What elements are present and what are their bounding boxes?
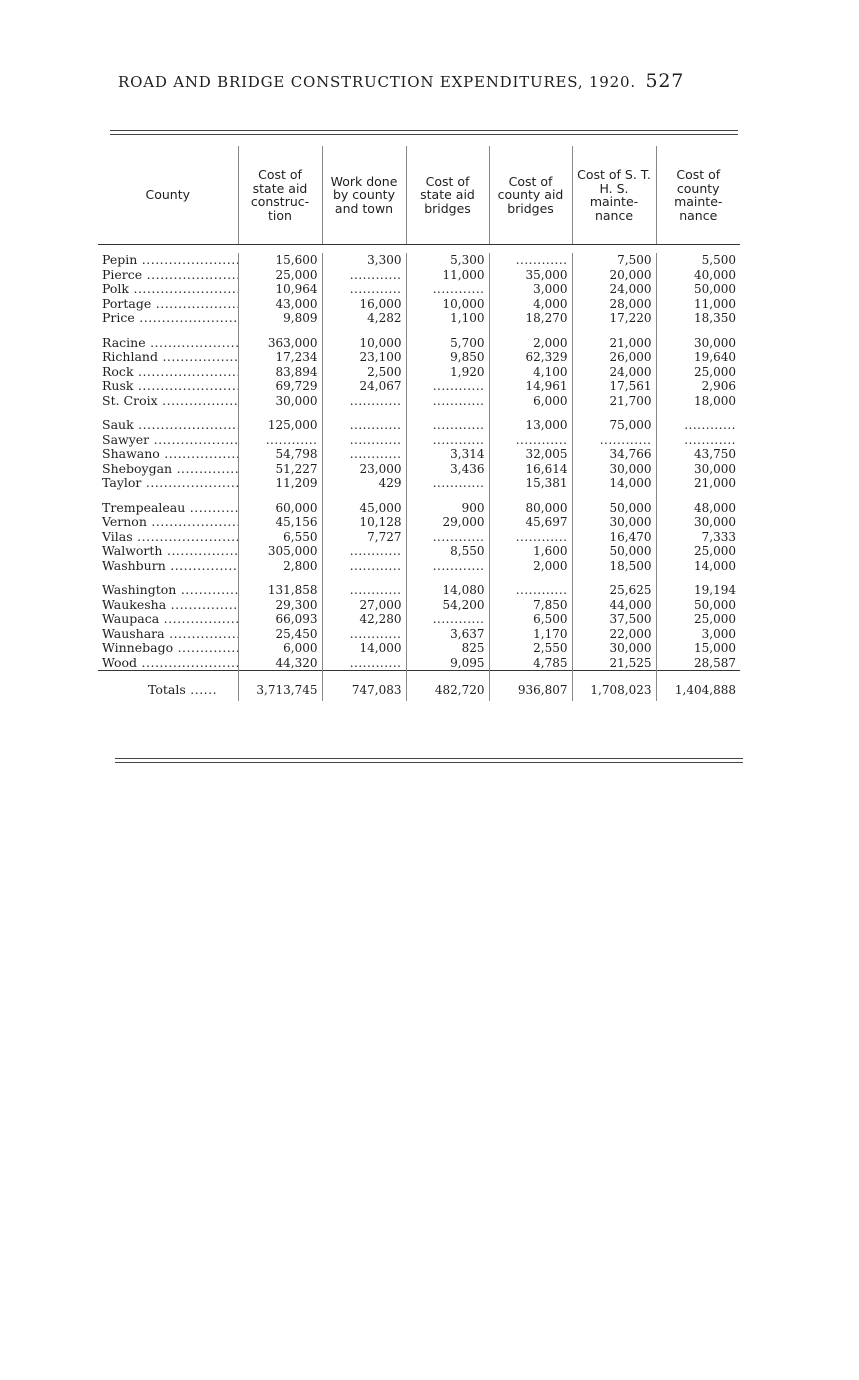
table-cell — [656, 433, 740, 448]
county-name: Racine ..... — [98, 336, 238, 351]
table-cell — [489, 253, 572, 268]
table-cell: 23,000 — [322, 462, 406, 477]
table-row — [98, 583, 740, 598]
table-body — [98, 245, 740, 702]
table-cell: 69,729 — [238, 379, 322, 394]
table-cell: 25,625 — [572, 583, 656, 598]
table-cell: 28,000 — [572, 297, 656, 312]
table-cell: 14,961 — [489, 379, 572, 394]
group-spacer — [98, 326, 740, 336]
county-name: Sheboygan ..... — [98, 462, 238, 477]
table-row — [98, 612, 740, 627]
table-cell: 6,550 — [238, 530, 322, 545]
table-row — [98, 559, 740, 574]
table-cell: 14,000 — [656, 559, 740, 574]
table-cell: 30,000 — [656, 462, 740, 477]
table-cell: 21,000 — [572, 336, 656, 351]
column-header-4: Cost of county aid bridges — [489, 146, 572, 245]
county-name: Walworth ..... — [98, 544, 238, 559]
table-cell: 34,766 — [572, 447, 656, 462]
table-cell: 1,170 — [489, 627, 572, 642]
table-cell — [406, 433, 489, 448]
table-cell: 30,000 — [656, 515, 740, 530]
table-row — [98, 336, 740, 351]
table-row — [98, 627, 740, 642]
group-spacer — [98, 408, 740, 418]
table-cell: 18,270 — [489, 311, 572, 326]
table-cell — [489, 583, 572, 598]
table-cell: 3,314 — [406, 447, 489, 462]
bottom-rule — [115, 758, 743, 759]
table-cell: 5,500 — [656, 253, 740, 268]
table-cell: 4,785 — [489, 656, 572, 671]
table-cell: 8,550 — [406, 544, 489, 559]
table-cell: 21,000 — [656, 476, 740, 491]
table-row — [98, 394, 740, 409]
table-cell: 42,280 — [322, 612, 406, 627]
table-cell: 1,920 — [406, 365, 489, 380]
table-cell: 10,128 — [322, 515, 406, 530]
table-cell — [322, 433, 406, 448]
county-name: Vernon ..... — [98, 515, 238, 530]
table-cell: 9,095 — [406, 656, 489, 671]
table-cell — [322, 418, 406, 433]
table-cell: 30,000 — [572, 641, 656, 656]
table-cell: 22,000 — [572, 627, 656, 642]
table-cell — [322, 282, 406, 297]
table-cell: 10,000 — [322, 336, 406, 351]
table-cell — [406, 476, 489, 491]
table-cell — [406, 612, 489, 627]
bottom-rule-double — [115, 762, 743, 763]
table-cell: 305,000 — [238, 544, 322, 559]
column-header-3: Cost of state aid bridges — [406, 146, 489, 245]
table-cell: 45,156 — [238, 515, 322, 530]
table-row — [98, 501, 740, 516]
table-cell: 125,000 — [238, 418, 322, 433]
table-cell: 44,320 — [238, 656, 322, 671]
table-cell: 825 — [406, 641, 489, 656]
table-cell: 3,000 — [656, 627, 740, 642]
table-cell: 900 — [406, 501, 489, 516]
table-cell: 43,750 — [656, 447, 740, 462]
table-row — [98, 297, 740, 312]
table-cell: 45,697 — [489, 515, 572, 530]
county-name: Winnebago ..... — [98, 641, 238, 656]
table-cell: 30,000 — [656, 336, 740, 351]
total-cell: 3,713,745 — [238, 671, 322, 702]
table-row — [98, 311, 740, 326]
column-header-county: County — [98, 146, 238, 245]
table-cell: 83,894 — [238, 365, 322, 380]
table-cell: 4,100 — [489, 365, 572, 380]
table-cell — [322, 559, 406, 574]
table-cell: 19,194 — [656, 583, 740, 598]
page-title: ROAD AND BRIDGE CONSTRUCTION EXPENDITURES, 1920. — [118, 73, 636, 91]
table-row — [98, 268, 740, 283]
table-cell — [489, 433, 572, 448]
column-header-6: Cost of county mainte- nance — [656, 146, 740, 245]
table-cell — [656, 418, 740, 433]
county-name: Vilas ..... — [98, 530, 238, 545]
table-cell: 18,500 — [572, 559, 656, 574]
table-cell: 43,000 — [238, 297, 322, 312]
county-name: Waushara ..... — [98, 627, 238, 642]
table-cell: 18,350 — [656, 311, 740, 326]
table-cell: 27,000 — [322, 598, 406, 613]
table-row — [98, 253, 740, 268]
table-cell — [406, 530, 489, 545]
table-cell: 3,436 — [406, 462, 489, 477]
table-cell: 35,000 — [489, 268, 572, 283]
table-cell: 9,850 — [406, 350, 489, 365]
table-cell: 25,000 — [238, 268, 322, 283]
table-cell: 32,005 — [489, 447, 572, 462]
table-row — [98, 447, 740, 462]
table-cell: 48,000 — [656, 501, 740, 516]
table-cell: 80,000 — [489, 501, 572, 516]
table-row — [98, 379, 740, 394]
county-name: Richland ..... — [98, 350, 238, 365]
table-cell: 2,800 — [238, 559, 322, 574]
county-name: Rock ..... — [98, 365, 238, 380]
table-cell: 3,300 — [322, 253, 406, 268]
table-cell: 21,525 — [572, 656, 656, 671]
table-cell: 25,000 — [656, 544, 740, 559]
table-cell: 30,000 — [238, 394, 322, 409]
table-cell: 20,000 — [572, 268, 656, 283]
table-cell: 10,000 — [406, 297, 489, 312]
table-cell: 14,000 — [572, 476, 656, 491]
table-cell — [406, 282, 489, 297]
county-name: Rusk ..... — [98, 379, 238, 394]
column-header-5: Cost of S. T. H. S. mainte- nance — [572, 146, 656, 245]
county-name: Portage ..... — [98, 297, 238, 312]
table-cell: 15,000 — [656, 641, 740, 656]
column-header-2: Work done by county and town — [322, 146, 406, 245]
table-row — [98, 350, 740, 365]
table-cell: 17,220 — [572, 311, 656, 326]
table-cell — [322, 627, 406, 642]
county-name: Washington ..... — [98, 583, 238, 598]
table-cell: 7,727 — [322, 530, 406, 545]
table-cell — [322, 447, 406, 462]
table-cell: 54,200 — [406, 598, 489, 613]
table-cell: 4,282 — [322, 311, 406, 326]
county-name: Polk ..... — [98, 282, 238, 297]
table-cell — [406, 559, 489, 574]
table-cell: 16,470 — [572, 530, 656, 545]
table-cell: 2,000 — [489, 559, 572, 574]
table-cell: 37,500 — [572, 612, 656, 627]
table-cell: 50,000 — [572, 501, 656, 516]
page-number: 527 — [645, 70, 685, 92]
table-cell: 54,798 — [238, 447, 322, 462]
table-cell: 11,209 — [238, 476, 322, 491]
table-cell: 40,000 — [656, 268, 740, 283]
table-cell — [406, 418, 489, 433]
page-header — [118, 70, 748, 92]
county-name: St. Croix ..... — [98, 394, 238, 409]
table-cell: 11,000 — [656, 297, 740, 312]
total-cell: 1,708,023 — [572, 671, 656, 702]
table-cell — [406, 379, 489, 394]
table-cell: 429 — [322, 476, 406, 491]
table-cell: 14,080 — [406, 583, 489, 598]
table-cell: 10,964 — [238, 282, 322, 297]
county-name: Waupaca ..... — [98, 612, 238, 627]
table-cell: 7,333 — [656, 530, 740, 545]
table-cell: 3,637 — [406, 627, 489, 642]
county-name: Pepin ..... — [98, 253, 238, 268]
table-cell: 6,000 — [489, 394, 572, 409]
table-cell — [572, 433, 656, 448]
table-cell: 51,227 — [238, 462, 322, 477]
table-cell: 363,000 — [238, 336, 322, 351]
table-cell: 15,600 — [238, 253, 322, 268]
table-cell: 2,906 — [656, 379, 740, 394]
table-row — [98, 418, 740, 433]
total-cell: 747,083 — [322, 671, 406, 702]
table-cell: 6,000 — [238, 641, 322, 656]
table-cell: 5,700 — [406, 336, 489, 351]
table-cell: 7,500 — [572, 253, 656, 268]
table-cell: 11,000 — [406, 268, 489, 283]
table-row — [98, 476, 740, 491]
table-cell: 24,000 — [572, 365, 656, 380]
table-cell: 3,000 — [489, 282, 572, 297]
group-spacer — [98, 491, 740, 501]
county-name: Washburn ..... — [98, 559, 238, 574]
table-cell — [322, 394, 406, 409]
county-name: Shawano ..... — [98, 447, 238, 462]
table-cell — [322, 268, 406, 283]
county-name: Waukesha ..... — [98, 598, 238, 613]
table-cell: 19,640 — [656, 350, 740, 365]
county-name: Sawyer ..... — [98, 433, 238, 448]
table-cell: 75,000 — [572, 418, 656, 433]
total-cell: 482,720 — [406, 671, 489, 702]
table-row — [98, 530, 740, 545]
county-name: Price ..... — [98, 311, 238, 326]
table-cell: 17,234 — [238, 350, 322, 365]
table-cell: 25,450 — [238, 627, 322, 642]
table-cell: 25,000 — [656, 365, 740, 380]
top-rule-double — [110, 134, 738, 135]
table-cell: 60,000 — [238, 501, 322, 516]
table-cell — [322, 583, 406, 598]
county-name: Taylor ..... — [98, 476, 238, 491]
total-cell: 936,807 — [489, 671, 572, 702]
table-cell: 5,300 — [406, 253, 489, 268]
table-cell: 23,100 — [322, 350, 406, 365]
table-cell: 44,000 — [572, 598, 656, 613]
table-cell: 24,067 — [322, 379, 406, 394]
table-cell: 21,700 — [572, 394, 656, 409]
table-row — [98, 598, 740, 613]
table-cell — [238, 433, 322, 448]
table-cell: 24,000 — [572, 282, 656, 297]
table-row — [98, 365, 740, 380]
county-name: Wood ..... — [98, 656, 238, 671]
table-cell: 26,000 — [572, 350, 656, 365]
table-cell: 2,500 — [322, 365, 406, 380]
table-cell: 30,000 — [572, 515, 656, 530]
table-row — [98, 515, 740, 530]
table-cell: 66,093 — [238, 612, 322, 627]
group-spacer — [98, 573, 740, 583]
table-cell: 50,000 — [656, 598, 740, 613]
total-cell: 1,404,888 — [656, 671, 740, 702]
table-cell: 29,300 — [238, 598, 322, 613]
table-row — [98, 544, 740, 559]
table-row — [98, 656, 740, 671]
table-cell: 45,000 — [322, 501, 406, 516]
table-cell: 1,600 — [489, 544, 572, 559]
top-rule — [110, 130, 738, 131]
table-cell: 28,587 — [656, 656, 740, 671]
table-cell: 6,500 — [489, 612, 572, 627]
table-cell: 50,000 — [572, 544, 656, 559]
table-cell: 9,809 — [238, 311, 322, 326]
county-name: Trempealeau ..... — [98, 501, 238, 516]
table-cell: 16,614 — [489, 462, 572, 477]
table-cell: 14,000 — [322, 641, 406, 656]
table-cell — [406, 394, 489, 409]
table-cell: 30,000 — [572, 462, 656, 477]
table-cell: 4,000 — [489, 297, 572, 312]
table-cell: 25,000 — [656, 612, 740, 627]
table-cell — [489, 530, 572, 545]
table-cell: 62,329 — [489, 350, 572, 365]
expenditures-table — [98, 146, 740, 701]
table-cell: 2,550 — [489, 641, 572, 656]
county-name: Pierce ..... — [98, 268, 238, 283]
column-header-1: Cost of state aid construc- tion — [238, 146, 322, 245]
table-cell: 18,000 — [656, 394, 740, 409]
table-cell: 16,000 — [322, 297, 406, 312]
table-row — [98, 282, 740, 297]
table-cell: 7,850 — [489, 598, 572, 613]
table-cell: 2,000 — [489, 336, 572, 351]
table-cell: 29,000 — [406, 515, 489, 530]
county-name: Sauk ..... — [98, 418, 238, 433]
table-cell: 1,100 — [406, 311, 489, 326]
table-row — [98, 641, 740, 656]
table-cell: 15,381 — [489, 476, 572, 491]
table-header — [98, 146, 740, 245]
table-cell — [322, 544, 406, 559]
table-cell: 17,561 — [572, 379, 656, 394]
totals-label: Totals ...... — [98, 671, 238, 702]
totals-row — [98, 671, 740, 702]
table-row — [98, 462, 740, 477]
table-cell: 50,000 — [656, 282, 740, 297]
table-cell: 131,858 — [238, 583, 322, 598]
table-row — [98, 433, 740, 448]
table-cell — [322, 656, 406, 671]
table-cell: 13,000 — [489, 418, 572, 433]
